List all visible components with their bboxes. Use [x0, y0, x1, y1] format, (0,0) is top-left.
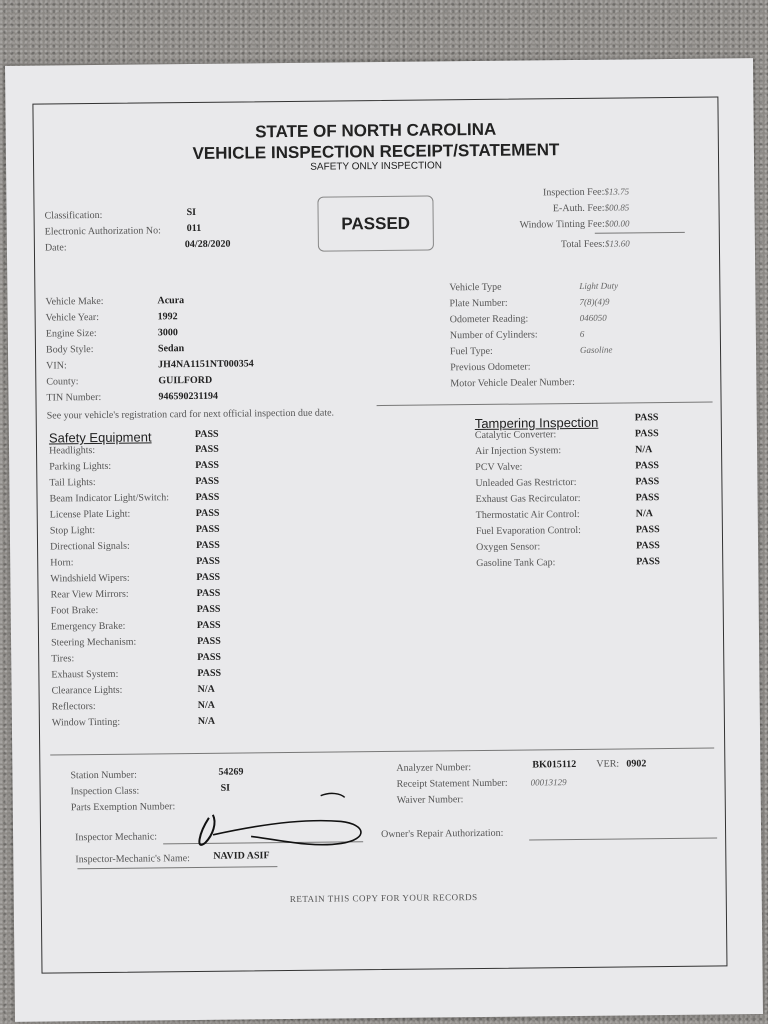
check-label: Thermostatic Air Control:	[475, 508, 580, 522]
check-result: PASS	[635, 476, 660, 488]
fees-block	[454, 186, 674, 251]
note-divider	[377, 402, 713, 407]
check-result: PASS	[635, 460, 660, 472]
check-label: Unleaded Gas Restrictor:	[475, 476, 577, 490]
check-result: PASS	[634, 428, 659, 440]
field-label: Number of Cylinders:	[449, 329, 538, 342]
auth-label: Electronic Authorization No:	[44, 225, 161, 238]
field-value: 7(8)(4)9	[579, 296, 610, 307]
check-result: PASS	[196, 555, 220, 567]
check-label: Rear View Mirrors:	[50, 588, 129, 601]
field-value: 3000	[157, 327, 178, 339]
field-label: Vehicle Type	[449, 281, 502, 294]
receipt-title: VEHICLE INSPECTION RECEIPT/STATEMENT	[192, 140, 560, 163]
tampering-section-title: Tampering Inspection	[474, 414, 599, 432]
check-label: Catalytic Converter:	[474, 429, 557, 442]
waiver-label: Waiver Number:	[396, 794, 464, 806]
field-value: 6	[579, 328, 585, 339]
field-label: Motor Vehicle Dealer Number:	[450, 376, 575, 390]
fee-value: $00.85	[604, 202, 630, 213]
field-label: County:	[46, 376, 79, 388]
safety-section-title: Safety Equipment	[48, 429, 152, 446]
check-result: PASS	[196, 635, 221, 647]
station-divider	[50, 748, 714, 756]
check-label: Tail Lights:	[49, 477, 96, 489]
check-result: PASS	[197, 667, 222, 679]
fee-value: $13.75	[604, 186, 630, 197]
analyzer-label: Analyzer Number:	[396, 762, 472, 774]
inspection-class-label: Inspection Class:	[70, 785, 140, 798]
field-label: VIN:	[46, 360, 67, 372]
safety-equipment-section	[49, 428, 272, 740]
check-result: PASS	[195, 491, 220, 503]
date-value: 04/28/2020	[184, 238, 231, 251]
field-label: Vehicle Year:	[45, 311, 100, 324]
classification-label: Classification:	[44, 209, 103, 222]
check-label: Horn:	[50, 557, 74, 569]
field-value: GUILFORD	[158, 374, 213, 387]
receipt-label: Receipt Statement Number:	[396, 777, 508, 790]
station-number: 54269	[218, 766, 244, 778]
receipt-subtitle: SAFETY ONLY INSPECTION	[310, 160, 442, 173]
check-result: N/A	[635, 508, 654, 520]
check-result: PASS	[195, 459, 219, 471]
field-value: Gasoline	[579, 344, 613, 355]
state-heading: STATE OF NORTH CAROLINA	[255, 119, 497, 142]
passed-status-box: PASSED	[317, 195, 434, 251]
field-label: Previous Odometer:	[450, 361, 531, 374]
check-label: Parking Lights:	[49, 460, 112, 473]
field-label: TIN Number:	[46, 391, 102, 404]
analyzer-number: BK015112	[532, 758, 577, 771]
check-result: PASS	[197, 651, 221, 663]
receipt-number: 00013129	[530, 777, 567, 788]
field-value: Light Duty	[579, 280, 619, 291]
check-label: License Plate Light:	[49, 508, 131, 521]
check-result: N/A	[197, 683, 215, 695]
check-label: Exhaust Gas Recirculator:	[475, 492, 581, 506]
safety-section-status: PASS	[194, 428, 219, 440]
check-label: Emergency Brake:	[50, 620, 126, 633]
field-value: 046050	[579, 312, 607, 323]
fee-value: $00.00	[604, 218, 630, 229]
inspection-receipt-paper	[5, 58, 763, 1022]
check-result: PASS	[636, 556, 661, 568]
check-label: Tires:	[51, 653, 75, 665]
check-result: PASS	[195, 507, 220, 519]
classification-value: SI	[186, 206, 197, 219]
owner-repair-line	[529, 838, 717, 841]
retain-notice: RETAIN THIS COPY FOR YOUR RECORDS	[289, 892, 478, 905]
total-fee-value: $13.60	[604, 238, 630, 249]
total-fee-label: Total Fees:	[560, 238, 605, 251]
check-result: PASS	[196, 571, 221, 583]
check-label: PCV Valve:	[475, 461, 523, 474]
field-label: Fuel Type:	[449, 345, 493, 358]
auth-value: 011	[186, 222, 202, 235]
check-result: PASS	[195, 539, 220, 551]
owner-repair-label: Owner's Repair Authorization:	[381, 827, 504, 841]
vehicle-info-right	[449, 280, 710, 403]
registration-note: See your vehicle's registration card for next official inspection due date.	[46, 407, 335, 422]
check-label: Reflectors:	[51, 701, 96, 713]
check-result: PASS	[195, 523, 220, 535]
check-result: PASS	[636, 540, 660, 552]
check-result: PASS	[635, 492, 660, 504]
field-label: Body Style:	[45, 344, 94, 356]
fee-label: Window Tinting Fee:	[519, 218, 605, 231]
check-result: N/A	[197, 699, 216, 711]
check-result: N/A	[635, 444, 653, 456]
inspector-mechanic-label: Inspector Mechanic:	[75, 831, 158, 844]
check-result: N/A	[197, 715, 216, 727]
field-label: Odometer Reading:	[449, 313, 529, 326]
ver-number: 0902	[626, 758, 647, 770]
fees-divider	[595, 232, 685, 234]
check-label: Exhaust System:	[51, 668, 119, 681]
check-label: Steering Mechanism:	[51, 636, 137, 649]
check-result: PASS	[196, 603, 221, 615]
mechanic-name: NAVID ASIF	[213, 850, 270, 862]
check-result: PASS	[195, 475, 220, 487]
vehicle-info-left	[45, 293, 346, 416]
check-result: PASS	[196, 587, 221, 599]
check-result: PASS	[194, 443, 219, 455]
field-value: Sedan	[157, 343, 185, 355]
check-label: Window Tinting:	[51, 716, 121, 729]
check-label: Foot Brake:	[50, 604, 99, 617]
check-label: Directional Signals:	[49, 540, 130, 553]
field-value: Acura	[157, 295, 185, 307]
ver-label: VER:	[596, 758, 620, 770]
fee-label: E-Auth. Fee:	[552, 202, 605, 215]
inspection-class: SI	[220, 782, 231, 794]
check-label: Oxygen Sensor:	[476, 541, 541, 554]
field-label: Engine Size:	[45, 327, 97, 340]
date-label: Date:	[44, 242, 67, 254]
check-label: Stop Light:	[49, 525, 96, 537]
field-label: Plate Number:	[449, 297, 508, 310]
mechanic-name-label: Inspector-Mechanic's Name:	[75, 853, 190, 866]
check-label: Clearance Lights:	[51, 684, 123, 697]
field-value: 1992	[157, 311, 178, 323]
check-label: Air Injection System:	[475, 445, 562, 458]
parts-exemption-label: Parts Exemption Number:	[70, 801, 176, 814]
check-label: Gasoline Tank Cap:	[476, 557, 556, 570]
check-label: Headlights:	[48, 445, 96, 457]
check-label: Beam Indicator Light/Switch:	[49, 492, 170, 505]
tampering-inspection-section	[475, 414, 707, 586]
check-result: PASS	[635, 524, 660, 536]
receipt-frame	[32, 96, 727, 973]
station-label: Station Number:	[70, 769, 137, 782]
field-label: Vehicle Make:	[45, 295, 104, 308]
check-label: Fuel Evaporation Control:	[475, 524, 581, 538]
check-label: Windshield Wipers:	[50, 572, 130, 585]
tampering-section-status: PASS	[634, 412, 659, 424]
mechanic-name-line	[77, 866, 277, 869]
check-result: PASS	[196, 619, 221, 631]
vin-value: JH4NA1151NT000354	[158, 358, 254, 371]
fee-label: Inspection Fee:	[542, 186, 605, 199]
field-value: 946590231194	[158, 390, 218, 403]
